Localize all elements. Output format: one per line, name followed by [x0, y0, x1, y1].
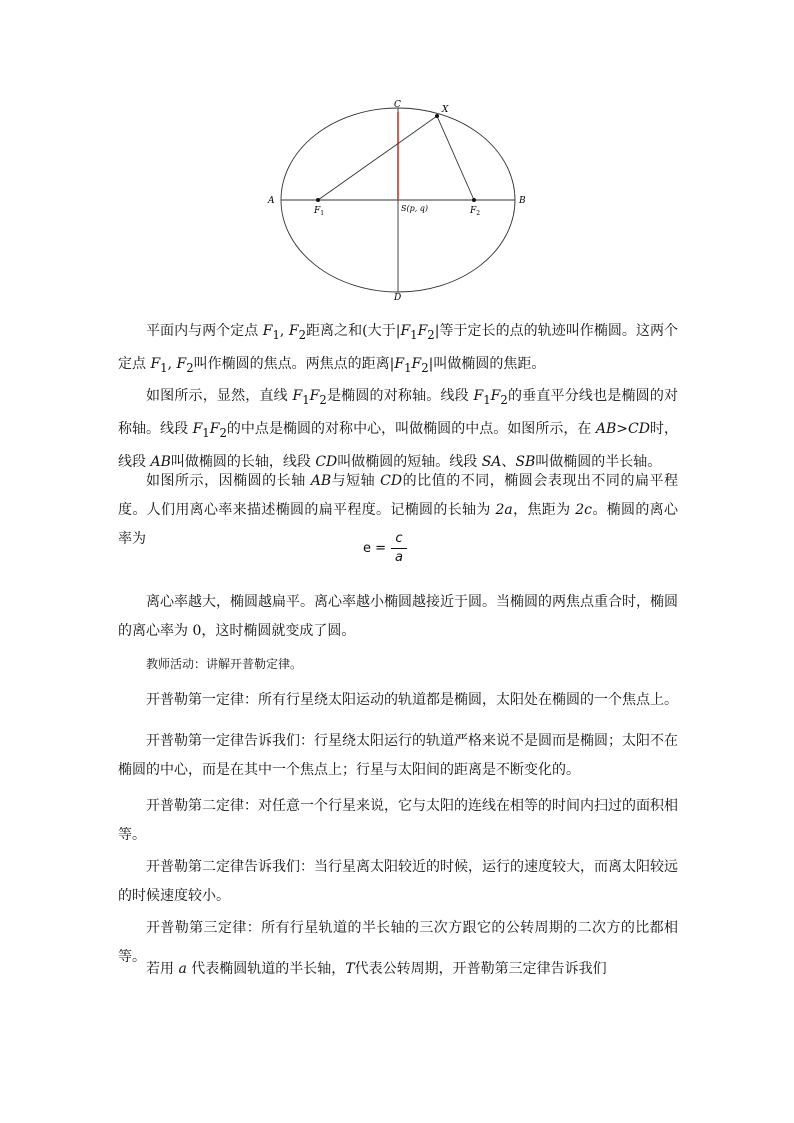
fraction-bar: [391, 548, 407, 549]
teacher-activity-note: 教师活动：讲解开普勒定律。: [146, 657, 303, 671]
paragraph-kepler-second-law: 开普勒第二定律：对任意一个行星来说，它与太阳的连线在相等的时间内扫过的面积相等。: [118, 798, 678, 843]
line-f1-x: [318, 116, 437, 200]
eccentricity-formula: [363, 531, 443, 571]
formula-denominator: a: [395, 550, 403, 565]
ellipse-diagram: [260, 95, 540, 305]
paragraph-kepler-first-law: 开普勒第一定律：所有行星绕太阳运动的轨道都是椭圆，太阳处在椭圆的一个焦点上。: [146, 692, 678, 708]
label-f1: $F_1$: [314, 206, 325, 217]
label-b: B: [519, 196, 526, 206]
focus-f2-point: [472, 198, 476, 202]
paragraph-ellipse-definition: 平面内与两个定点 $F_1$, $F_2$距离之和(大于$|F_1F_2|$等于定长的点的轨迹叫作椭圆。这两个定点 $F_1$, $F_2$叫作椭圆的焦点。两焦点的距离$|F_1F_2|$叫做椭圆的焦距。: [118, 323, 679, 375]
label-s: S(p, q): [401, 204, 429, 213]
paragraph-eccentricity-intro: 如图所示，因椭圆的长轴 AB与短轴 CD的比值的不同，椭圆会表现出不同的扁平程度。人们用离心率来描述椭圆的扁平程度。记椭圆的长轴为 2a，焦距为 2c。椭圆的离心率为: [118, 473, 679, 547]
paragraph-symmetry: 如图所示，显然，直线 $F_1F_2$是椭圆的对称轴。线段 $F_1F_2$的垂直平分线也是椭圆的对称轴。线段 $F_1F_2$的中点是椭圆的对称中心，叫做椭圆的中点。如图所示，在 AB>CD时，线段 AB叫做椭圆的长轴，线段 CD叫做椭圆的短轴。线段 SA、SB叫做椭圆的半长轴。: [118, 388, 679, 470]
label-c: C: [394, 100, 401, 110]
paragraph-kepler-first-law-explained: 开普勒第一定律告诉我们：行星绕太阳运行的轨道严格来说不是圆而是椭圆；太阳不在椭圆的中心，而是在其中一个焦点上；行星与太阳间的距离是不断变化的。: [118, 733, 678, 778]
label-f2: $F_2$: [470, 206, 481, 217]
paragraph-kepler-third-law-intro: 若用 a 代表椭圆轨道的半长轴，T代表公转周期，开普勒第三定律告诉我们: [146, 961, 607, 977]
formula-lhs: e =: [363, 541, 387, 556]
formula-numerator: c: [395, 531, 403, 546]
paragraph-kepler-third-law: 开普勒第三定律：所有行星轨道的半长轴的三次方跟它的公转周期的二次方的比都相等。: [118, 920, 678, 965]
paragraph-eccentricity-meaning: 离心率越大，椭圆越扁平。离心率越小椭圆越接近于圆。当椭圆的两焦点重合时，椭圆的离心率为 0，这时椭圆就变成了圆。: [118, 594, 678, 639]
label-d: D: [394, 293, 402, 303]
line-x-f2: [437, 116, 474, 200]
paragraph-kepler-second-law-explained: 开普勒第二定律告诉我们：当行星离太阳较近的时候，运行的速度较大，而离太阳较远的时候速度较小。: [118, 859, 678, 904]
focus-f1-point: [316, 198, 320, 202]
label-a: A: [268, 196, 275, 206]
label-x: X: [442, 105, 449, 115]
point-x: [435, 114, 439, 118]
formula-fraction: [391, 531, 407, 566]
